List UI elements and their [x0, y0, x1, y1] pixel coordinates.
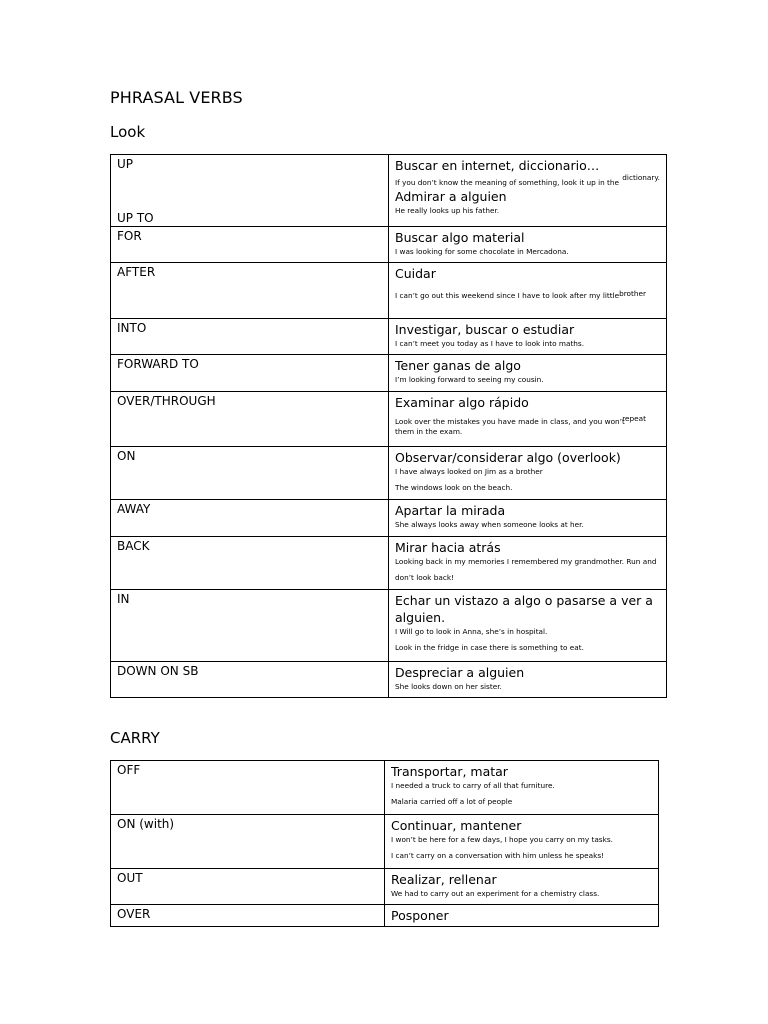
- table-row: [111, 392, 667, 447]
- example: I’m looking forward to seeing my cousin.: [395, 375, 544, 384]
- example-continuation: brother: [619, 289, 646, 298]
- definition-cell: [389, 590, 667, 662]
- definition-cell: [385, 869, 659, 905]
- definition-cell: [385, 815, 659, 869]
- example: She looks down on her sister.: [395, 682, 502, 691]
- example: I won’t be here for a few days, I hope you carry on my tasks.: [391, 835, 613, 844]
- example: The windows look on the beach.: [395, 483, 513, 492]
- example: Look in the fridge in case there is something to eat.: [395, 643, 584, 652]
- table-row: [111, 447, 667, 500]
- definition-cell: [385, 905, 659, 927]
- definition: Admirar a alguien: [395, 189, 507, 204]
- table-row: [111, 815, 659, 869]
- definition: Apartar la mirada: [395, 503, 506, 518]
- verb-label: DOWN ON SB: [111, 662, 389, 698]
- verb-label: AFTER: [111, 263, 389, 319]
- table-row: [111, 355, 667, 392]
- definition-cell: [389, 155, 667, 227]
- definition: Observar/considerar algo (overlook): [395, 450, 621, 465]
- definition-cell: [385, 761, 659, 815]
- table-row: [111, 869, 659, 905]
- definition: Buscar algo material: [395, 230, 525, 245]
- example: I have always looked on Jim as a brother: [395, 467, 543, 476]
- look-table: [110, 154, 667, 698]
- section-heading-look: Look: [110, 123, 146, 141]
- example: I can’t carry on a conversation with him unless he speaks!: [391, 851, 605, 860]
- verb-label: FORWARD TO: [111, 355, 389, 392]
- example: I can’t meet you today as I have to look into maths.: [395, 339, 585, 348]
- verb-label: AWAY: [111, 500, 389, 537]
- example: She always looks away when someone looks at her.: [395, 520, 584, 529]
- definition: Realizar, rellenar: [391, 872, 497, 887]
- table-row: [111, 500, 667, 537]
- table-row: [111, 263, 667, 319]
- example: Looking back in my memories I remembered my grandmother. Run and: [395, 557, 657, 566]
- example: If you don’t know the meaning of something, look it up in the: [395, 178, 620, 187]
- example: Look over the mistakes you have made in class, and you won’t: [395, 417, 625, 426]
- verb-label: ON: [111, 447, 389, 500]
- verb-label: ON (with): [111, 815, 385, 869]
- table-row: [111, 319, 667, 355]
- section-heading-carry: CARRY: [110, 729, 160, 747]
- example: We had to carry out an experiment for a chemistry class.: [391, 889, 600, 898]
- definition: Posponer: [391, 908, 449, 923]
- example-continuation: repeat: [622, 414, 646, 423]
- table-row: [111, 537, 667, 590]
- definition-cell: [389, 447, 667, 500]
- carry-table: [110, 760, 659, 927]
- example: He really looks up his father.: [395, 206, 500, 215]
- example: Malaria carried off a lot of people: [391, 797, 513, 806]
- definition: Echar un vistazo a algo o pasarse a ver a alguien.: [395, 593, 653, 625]
- definition-cell: [389, 392, 667, 447]
- verb-label: OVER: [111, 905, 385, 927]
- table-row: [111, 227, 667, 263]
- definition: Transportar, matar: [391, 764, 508, 779]
- verb-label: BACK: [111, 537, 389, 590]
- example: I can’t go out this weekend since I have to look after my little: [395, 291, 620, 300]
- definition-cell: [389, 355, 667, 392]
- table-row: [111, 905, 659, 927]
- example: them in the exam.: [395, 427, 463, 436]
- definition-cell: [389, 500, 667, 537]
- table-row: [111, 662, 667, 698]
- verb-label: FOR: [111, 227, 389, 263]
- definition-cell: [389, 263, 667, 319]
- example: I needed a truck to carry of all that furniture.: [391, 781, 555, 790]
- example: I was looking for some chocolate in Mercadona.: [395, 247, 569, 256]
- definition-cell: [389, 227, 667, 263]
- verb-label: UP: [117, 157, 134, 171]
- definition: Investigar, buscar o estudiar: [395, 322, 575, 337]
- verb-label: OUT: [111, 869, 385, 905]
- definition: Mirar hacia atrás: [395, 540, 501, 555]
- table-row: [111, 590, 667, 662]
- definition: Continuar, mantener: [391, 818, 522, 833]
- definition: Cuidar: [395, 266, 436, 281]
- table-row: [111, 761, 659, 815]
- table-row: [111, 155, 667, 227]
- verb-label: OFF: [111, 761, 385, 815]
- definition: Examinar algo rápido: [395, 395, 529, 410]
- definition: Buscar en internet, diccionario…: [395, 158, 600, 173]
- verb-cell: [111, 155, 389, 227]
- verb-label: IN: [111, 590, 389, 662]
- definition-cell: [389, 537, 667, 590]
- verb-label: UP TO: [117, 211, 154, 225]
- page-title: PHRASAL VERBS: [110, 88, 243, 107]
- verb-label: OVER/THROUGH: [111, 392, 389, 447]
- example-continuation: dictionary.: [622, 173, 660, 182]
- definition: Despreciar a alguien: [395, 665, 525, 680]
- definition-cell: [389, 319, 667, 355]
- example: don’t look back!: [395, 573, 454, 582]
- verb-label: INTO: [111, 319, 389, 355]
- definition: Tener ganas de algo: [395, 358, 521, 373]
- example: I Will go to look in Anna, she’s in hospital.: [395, 627, 548, 636]
- definition-cell: [389, 662, 667, 698]
